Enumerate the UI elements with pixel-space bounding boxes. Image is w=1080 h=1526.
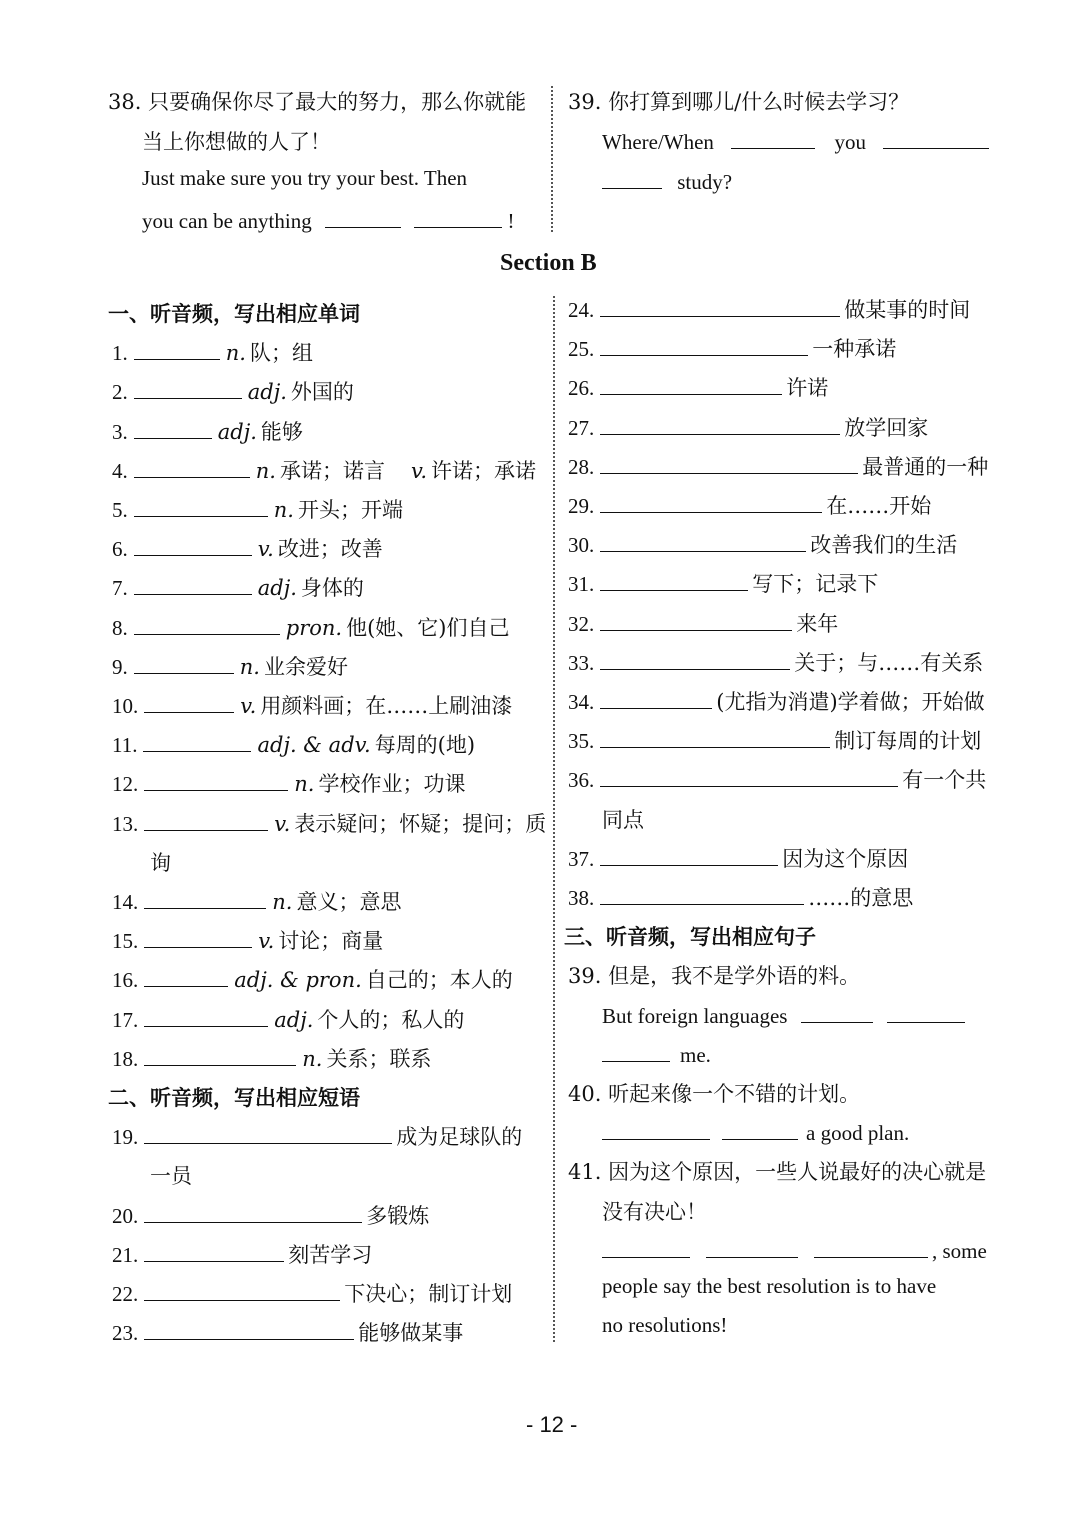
meaning-continuation: 同点 (602, 807, 644, 832)
part-of-speech: n. (225, 341, 246, 366)
item-number: 20. (112, 1203, 139, 1228)
phrase-item (568, 412, 928, 442)
answer-blank[interactable] (801, 1000, 873, 1023)
meaning-text: 能够 (260, 419, 303, 444)
part-of-speech: n. (294, 772, 315, 797)
answer-blank[interactable] (144, 1004, 268, 1027)
word-item (112, 572, 364, 602)
meaning-text: 身体的 (300, 576, 364, 601)
meaning-text: 放学回家 (844, 415, 929, 440)
answer-blank[interactable] (134, 572, 252, 595)
part-of-speech: adj. (217, 419, 257, 444)
meaning-text: 每周的(地) (374, 733, 476, 758)
q39-english-line2 (602, 166, 732, 195)
column-divider (551, 86, 553, 232)
item-number: 26. (568, 376, 595, 401)
answer-blank[interactable] (600, 608, 792, 631)
item-number: 13. (112, 811, 139, 836)
item-number: 3. (112, 419, 128, 444)
answer-blank[interactable] (883, 126, 989, 149)
item-number: 29. (568, 494, 595, 518)
answer-blank[interactable] (600, 412, 840, 435)
phrase-item (568, 529, 957, 559)
section-heading-phrases: 二、听音频，写出相应短语 (108, 1085, 360, 1110)
meaning-text: 承诺；诺言 (279, 458, 385, 483)
answer-blank[interactable] (144, 768, 288, 791)
page-number: - 12 - (526, 1412, 578, 1437)
sentence-40-chinese: 40. 听起来像一个不错的计划。 (568, 1082, 861, 1106)
answer-blank[interactable] (325, 205, 401, 228)
item-number: 14. (112, 890, 139, 914)
meaning-text: 下决心；制订计划 (344, 1282, 513, 1306)
meaning-text: 一种承诺 (812, 337, 897, 362)
answer-blank[interactable] (600, 725, 830, 748)
meaning-text: (尤指为消遣)学着做；开始做 (716, 690, 985, 714)
item-number: 36. (568, 768, 595, 793)
q39-chinese: 39. 你打算到哪儿/什么时候去学习？ (568, 90, 910, 114)
part-of-speech: v. (258, 929, 275, 954)
phrase-item (568, 725, 981, 755)
item-number: 34. (568, 690, 595, 714)
sentence-text: a good plan. (806, 1121, 910, 1146)
item-number: 11. (112, 733, 138, 758)
part-of-speech: pron. (285, 615, 343, 640)
answer-blank[interactable] (600, 764, 898, 787)
meaning-text: 有一个共 (902, 768, 987, 793)
part-of-speech: adj. & pron. (234, 968, 362, 993)
answer-blank[interactable] (600, 568, 748, 591)
item-number: 27. (568, 415, 595, 440)
meaning-text: 因为这个原因 (782, 846, 909, 871)
phrase-item (112, 1121, 522, 1151)
item-number: 6. (112, 537, 128, 562)
meaning-text: 自己的；本人的 (365, 968, 513, 993)
meaning-text: 他(她、它)们自己 (346, 615, 510, 640)
sentence-40-english (602, 1117, 909, 1146)
word-item (112, 455, 536, 485)
answer-blank[interactable] (144, 964, 228, 987)
answer-blank[interactable] (602, 1235, 690, 1258)
item-number: 33. (568, 650, 595, 675)
answer-blank[interactable] (722, 1117, 798, 1140)
answer-blank[interactable] (144, 1043, 296, 1066)
meaning-text: 许诺 (786, 376, 829, 401)
item-number: 25. (568, 337, 595, 362)
answer-blank[interactable] (602, 1117, 710, 1140)
part-of-speech: v. (274, 811, 291, 836)
section-heading-words: 一、听音频，写出相应单词 (108, 301, 360, 326)
sentence-41-english-line3: no resolutions! (602, 1313, 728, 1338)
meaning-text: 成为足球队的 (396, 1125, 523, 1150)
answer-blank[interactable] (134, 337, 220, 360)
meaning-text: 多锻炼 (366, 1203, 430, 1228)
answer-blank[interactable] (600, 490, 822, 513)
section-heading-sentences: 三、听音频，写出相应句子 (564, 924, 816, 950)
meaning-text: 刻苦学习 (288, 1242, 373, 1267)
answer-blank[interactable] (600, 529, 806, 552)
phrase-item (568, 333, 896, 363)
word-item (112, 729, 475, 759)
item-number: 22. (112, 1282, 139, 1306)
answer-blank[interactable] (134, 533, 252, 556)
word-item (112, 808, 546, 838)
answer-blank[interactable] (706, 1235, 798, 1258)
word-item (112, 1004, 464, 1034)
answer-blank[interactable] (134, 455, 250, 478)
phrase-item (568, 686, 985, 716)
word-item (112, 376, 354, 406)
answer-blank[interactable] (134, 494, 268, 517)
answer-blank[interactable] (144, 925, 252, 948)
phrase-item (568, 294, 970, 324)
item-number: 19. (112, 1125, 139, 1150)
item-number: 10. (112, 694, 139, 718)
answer-blank[interactable] (731, 126, 815, 149)
answer-blank[interactable] (144, 1239, 284, 1262)
part-of-speech: n. (302, 1046, 323, 1071)
meaning-text: 关系；联系 (326, 1046, 432, 1071)
answer-blank[interactable] (144, 690, 234, 713)
item-number: 9. (112, 654, 128, 679)
answer-blank[interactable] (887, 1000, 965, 1023)
sentence-39-english-line2 (602, 1039, 711, 1068)
sentence-text: , some (932, 1238, 987, 1263)
meaning-text: 外国的 (290, 380, 354, 405)
part-of-speech: adj. & adv. (257, 733, 371, 758)
meaning-text: ……的意思 (808, 886, 914, 910)
phrase-item (112, 1317, 463, 1347)
phrase-item (568, 568, 878, 598)
word-item (112, 886, 401, 916)
part-of-speech: adj. (247, 380, 287, 405)
sentence-text: But foreign languages (602, 1003, 788, 1028)
item-number: 24. (568, 298, 595, 322)
sentence-39-english-line1 (602, 1000, 965, 1029)
meaning-text: 业余爱好 (263, 654, 348, 679)
word-item (112, 612, 509, 642)
item-number: 12. (112, 772, 139, 797)
meaning-text: 制订每周的计划 (834, 729, 982, 754)
meaning-text: 改善我们的生活 (810, 533, 958, 558)
word-item (112, 925, 383, 955)
word-item (112, 337, 313, 367)
part-of-speech: n. (239, 654, 260, 679)
part-of-speech: adj. (257, 576, 297, 601)
answer-blank[interactable] (600, 686, 712, 709)
item-number: 21. (112, 1242, 139, 1267)
meaning-text: 许诺；承诺 (431, 458, 537, 483)
meaning-text: 改进；改善 (277, 537, 383, 562)
answer-blank[interactable] (814, 1235, 928, 1258)
q38-chinese-line1: 38. 只要确保你尽了最大的努力，那么你就能 (108, 90, 527, 114)
part-of-speech: adj. (274, 1007, 314, 1032)
meaning-text: 能够做某事 (358, 1321, 464, 1346)
part-of-speech: n. (272, 890, 293, 914)
phrase-item (568, 882, 913, 912)
answer-blank[interactable] (134, 376, 242, 399)
meaning-text: 写下；记录下 (752, 572, 879, 597)
sentence-41-english-line1 (602, 1235, 987, 1264)
answer-blank[interactable] (414, 205, 502, 228)
item-number: 31. (568, 572, 595, 597)
answer-blank[interactable] (144, 1200, 362, 1223)
answer-blank[interactable] (600, 882, 804, 905)
answer-blank[interactable] (600, 451, 858, 474)
answer-blank[interactable] (144, 808, 268, 831)
q38-chinese-line2: 当上你想做的人了！ (142, 130, 331, 154)
meaning-text: 表示疑问；怀疑；提问；质 (294, 811, 547, 836)
meaning-text: 关于；与……有关系 (794, 650, 984, 675)
sentence-41-chinese-line2: 没有决心！ (602, 1199, 707, 1224)
item-number: 18. (112, 1046, 139, 1071)
phrase-item (568, 451, 988, 481)
sentence-text: me. (680, 1042, 711, 1067)
phrase-item (112, 1239, 372, 1269)
phrase-item (568, 843, 908, 873)
answer-blank[interactable] (143, 729, 251, 752)
meaning-continuation: 询 (150, 850, 171, 875)
q38-english-text: you can be anything (142, 209, 312, 233)
word-item (112, 964, 513, 994)
q39-english-line1 (602, 126, 989, 155)
word-item (112, 768, 465, 798)
item-number: 38. (568, 886, 595, 910)
phrase-item (112, 1278, 512, 1308)
meaning-text: 开头；开端 (297, 498, 403, 522)
meaning-text: 讨论；商量 (278, 929, 384, 954)
phrase-item (568, 490, 931, 520)
word-item (112, 533, 383, 563)
word-item (112, 690, 512, 720)
item-number: 17. (112, 1007, 139, 1032)
item-number: 1. (112, 341, 128, 366)
meaning-text: 个人的；私人的 (317, 1007, 465, 1032)
item-number: 2. (112, 380, 128, 405)
item-number: 23. (112, 1321, 139, 1346)
meaning-text: 做某事的时间 (844, 298, 971, 322)
answer-blank[interactable] (602, 1039, 670, 1062)
word-item (112, 416, 303, 446)
q38-english-line2 (142, 205, 514, 234)
answer-blank[interactable] (134, 612, 280, 635)
word-item (112, 494, 403, 524)
answer-blank[interactable] (144, 1278, 340, 1301)
q39-study: study? (677, 170, 733, 194)
meaning-text: 意义；意思 (296, 890, 402, 914)
item-number: 15. (112, 929, 139, 954)
item-number: 4. (112, 458, 128, 483)
answer-blank[interactable] (600, 294, 840, 317)
phrase-item (568, 764, 986, 794)
answer-blank[interactable] (134, 651, 234, 674)
answer-blank[interactable] (600, 333, 808, 356)
item-number: 30. (568, 533, 595, 558)
part-of-speech: v. (410, 458, 428, 483)
answer-blank[interactable] (600, 647, 790, 670)
meaning-text: 最普通的一种 (862, 454, 989, 479)
phrase-item (568, 372, 828, 402)
answer-blank[interactable] (600, 843, 778, 866)
q39-you: you (834, 130, 866, 154)
sentence-39-chinese: 39. 但是，我不是学外语的料。 (568, 964, 861, 989)
meaning-text: 队；组 (249, 341, 313, 366)
item-number: 37. (568, 846, 595, 871)
column-divider (553, 296, 555, 1342)
answer-blank[interactable] (602, 166, 662, 189)
answer-blank[interactable] (600, 372, 782, 395)
sentence-41-chinese-line1: 41. 因为这个原因，一些人说最好的决心就是 (568, 1160, 987, 1185)
word-item (112, 1043, 431, 1073)
sentence-41-english-line2: people say the best resolution is to have (602, 1274, 937, 1298)
part-of-speech: v. (240, 694, 257, 718)
answer-blank[interactable] (144, 1121, 392, 1144)
item-number: 28. (568, 454, 595, 479)
item-number: 5. (112, 498, 128, 522)
phrase-item (112, 1200, 429, 1230)
q38-english-line1: Just make sure you try your best. Then (142, 166, 468, 190)
meaning-text: 用颜料画；在……上刷油漆 (260, 694, 513, 718)
q39-where-when: Where/When (602, 130, 714, 154)
item-number: 32. (568, 611, 595, 636)
item-number: 16. (112, 968, 139, 993)
part-of-speech: n. (255, 458, 276, 483)
item-number: 35. (568, 729, 595, 754)
meaning-continuation: 一员 (150, 1164, 192, 1189)
part-of-speech: n. (273, 498, 294, 522)
meaning-text: 在……开始 (826, 494, 932, 518)
section-title: Section B (500, 250, 597, 276)
word-item (112, 651, 348, 681)
phrase-item (568, 608, 838, 638)
item-number: 7. (112, 576, 128, 601)
part-of-speech: v. (257, 537, 274, 562)
answer-blank[interactable] (144, 1317, 354, 1340)
q38-exclamation: ! (507, 209, 515, 233)
item-number: 8. (112, 615, 128, 640)
meaning-text: 来年 (796, 611, 839, 636)
meaning-text: 学校作业；功课 (318, 772, 466, 797)
answer-blank[interactable] (144, 886, 266, 909)
answer-blank[interactable] (134, 416, 212, 439)
phrase-item (568, 647, 983, 677)
